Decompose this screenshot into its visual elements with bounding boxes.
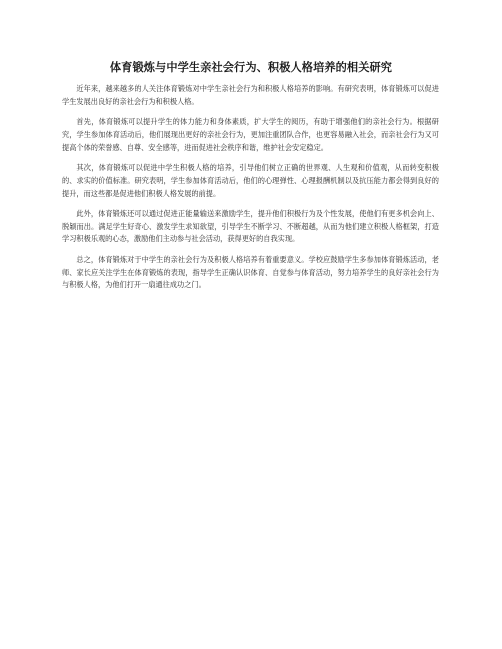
paragraph-second: 其次，体育锻炼可以促进中学生积极人格的培养，引导他们树立正确的世界观、人生观和价值观，从而转变积极的、求实的价值标准。研究表明，学生参加体育活动后，他们的心理弹性、心理报酬机制以及抗压能力都会得到良好的提升，而这些都是促进他们积极人格发展的前提。 [62, 162, 439, 198]
document-body [62, 83, 439, 300]
paragraph-first: 首先，体育锻炼可以提升学生的体力能力和身体素质，扩大学生的阅历，有助于增强他们的亲社会行为。根据研究，学生参加体育活动后，他们展现出更好的亲社会行为，更加注重团队合作，也更容易融入社会，而亲社会行为又可提高个体的荣誉感、自尊、安全感等，进而促进社会秩序和谐，维护社会安定稳定。 [62, 117, 439, 152]
paragraph-third: 此外，体育锻炼还可以通过促进正能量输送来激励学生，提升他们积极行为及个性发展，使他们有更多机会向上、脱颖而出。满足学生好奇心、激发学生求知欲望，引导学生不断学习、不断超越，从而为他们建立积极人格框架，打造学习积极乐观的心态，激励他们主动参与社会活动，获得更好的自我实现。 [62, 208, 439, 244]
document-title: 体育锻炼与中学生亲社会行为、积极人格培养的相关研究 [109, 61, 393, 74]
paragraph-intro: 近年来，越来越多的人关注体育锻炼对中学生亲社会行为和积极人格培养的影响。有研究表明，体育锻炼可以促进学生发展出良好的亲社会行为和积极人格。 [62, 84, 439, 106]
paragraph-conclusion: 总之，体育锻炼对于中学生的亲社会行为及积极人格培养有着重要意义。学校应鼓励学生多参加体育锻炼活动，老师、家长应关注学生在体育锻炼的表现，指导学生正确认识体育、自觉参与体育活动，努力培养学生的良好亲社会行为与积极人格，为他们打开一扇通往成功之门。 [62, 254, 439, 290]
